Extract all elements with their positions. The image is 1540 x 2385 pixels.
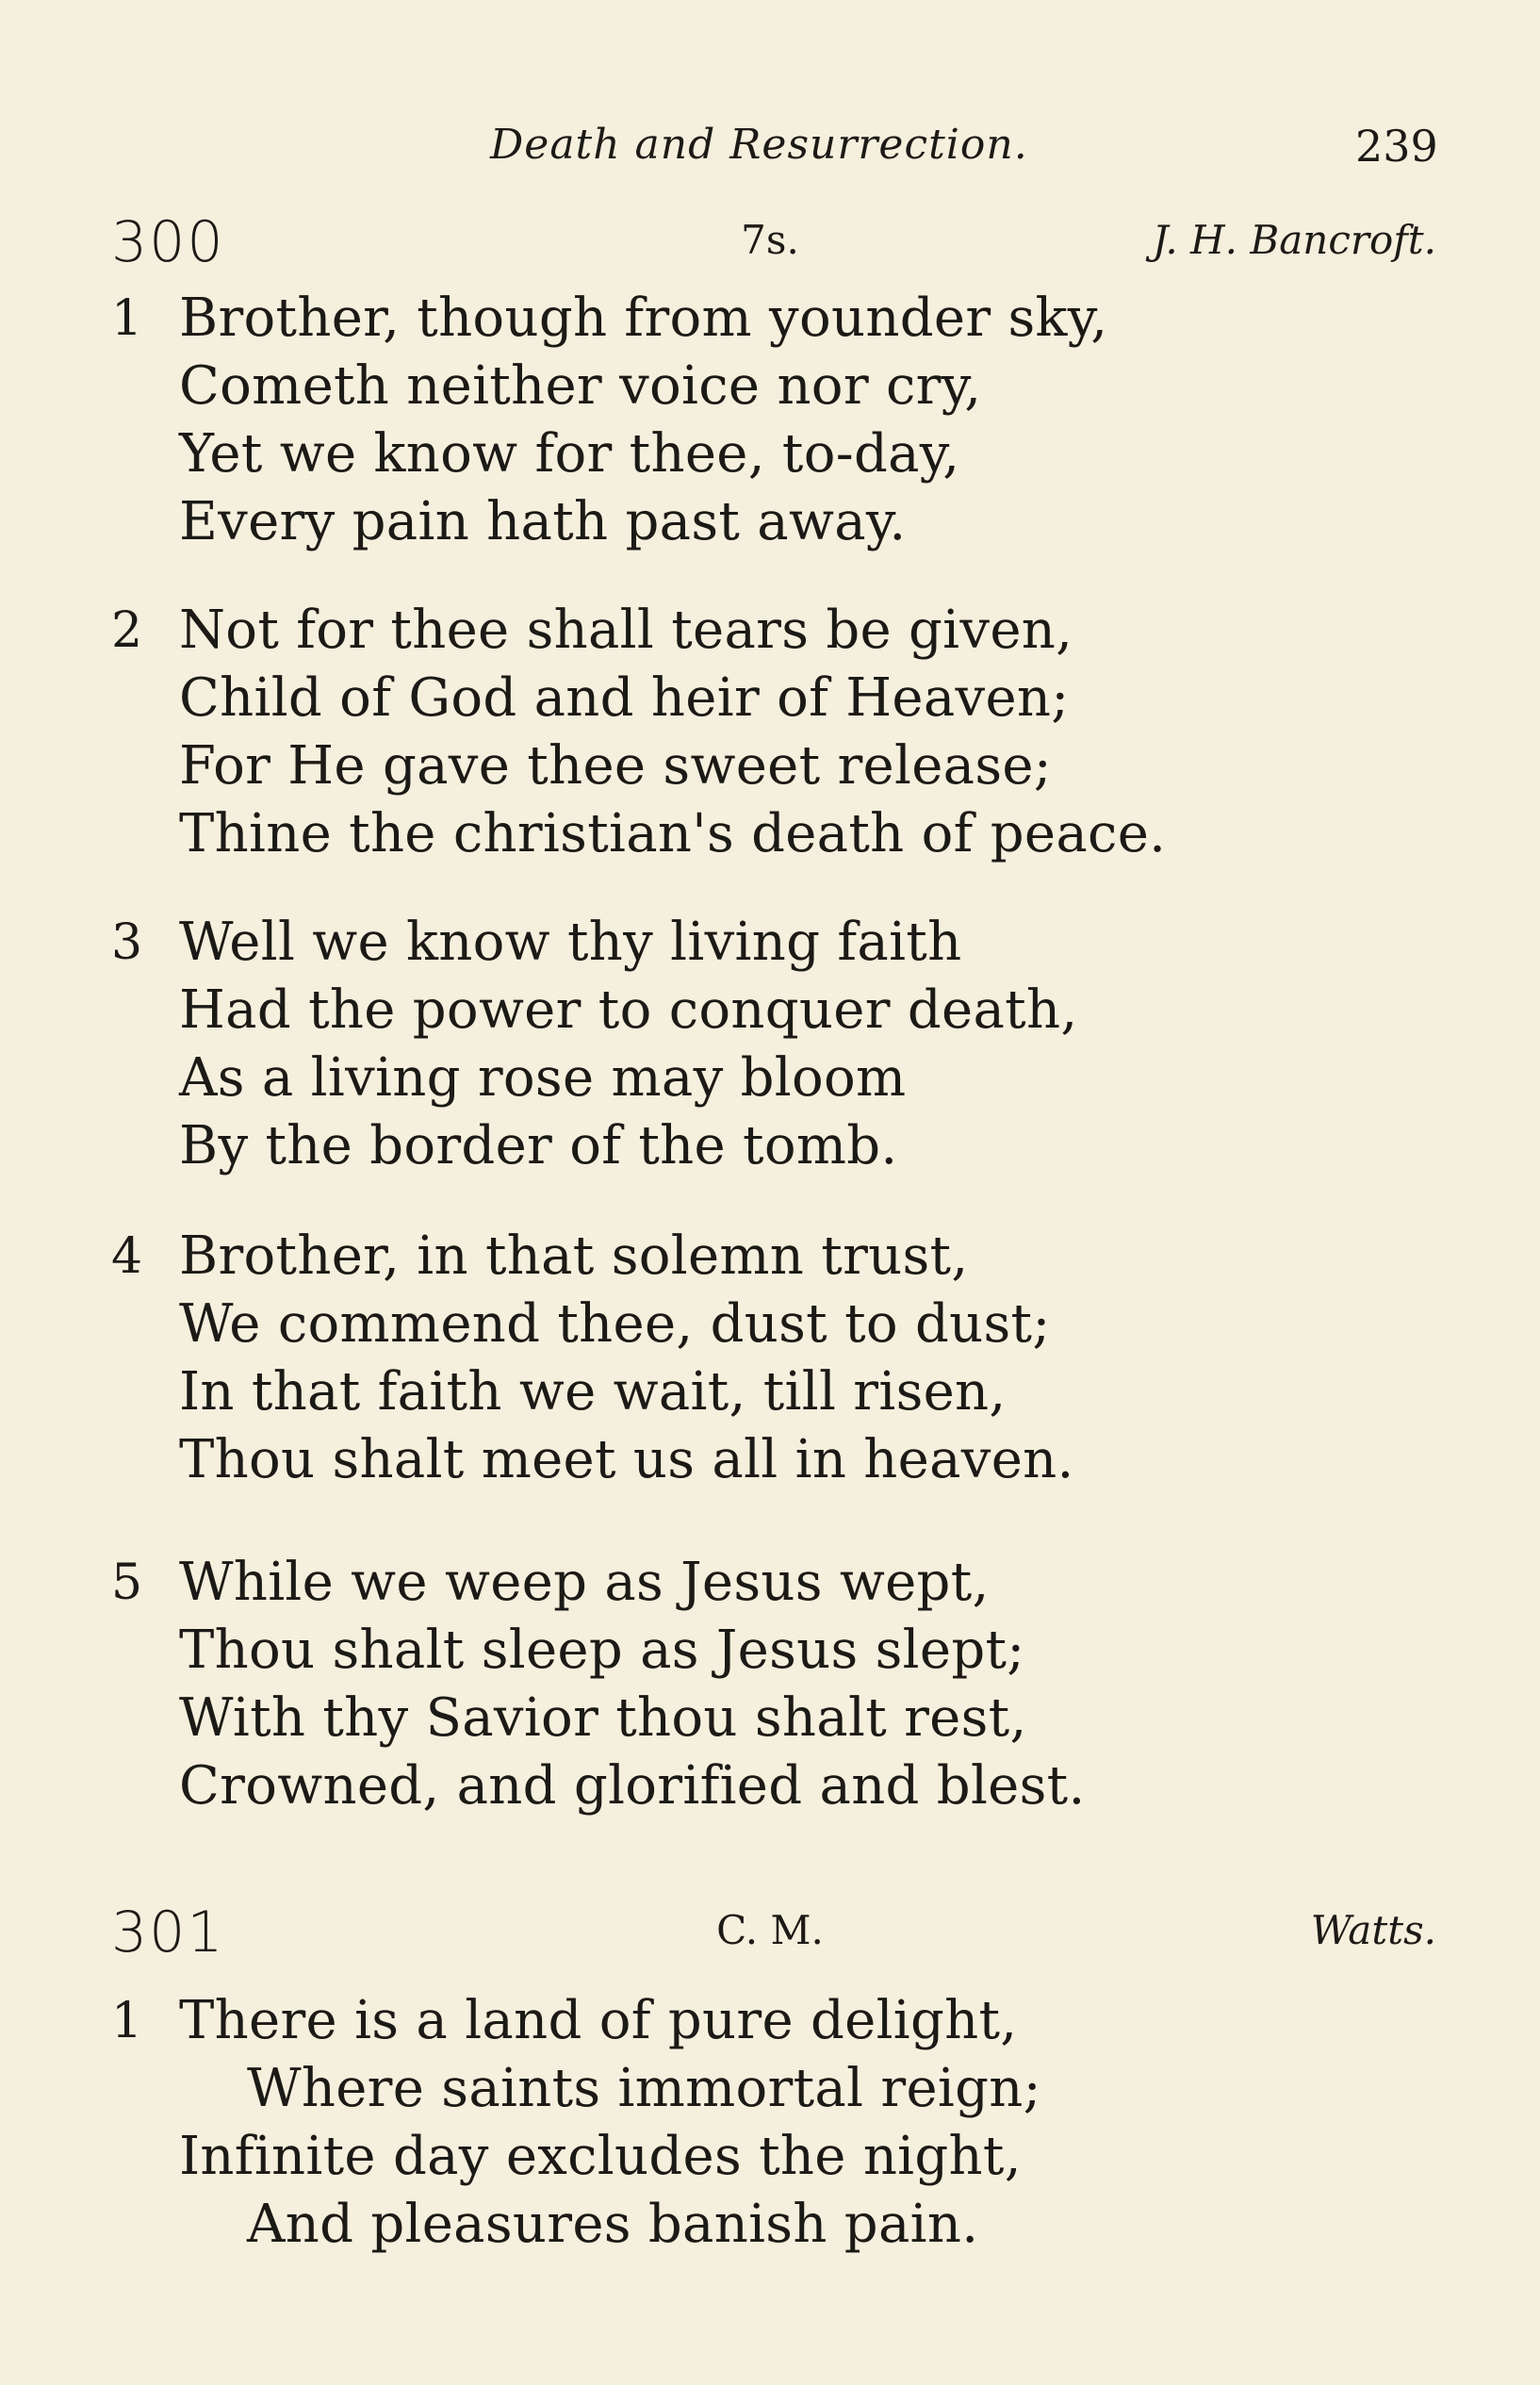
verse-line: By the border of the tomb. <box>179 1115 898 1176</box>
verse-line: Had the power to conquer death, <box>179 979 1078 1041</box>
page-header <box>0 121 1540 177</box>
verse-line: For He gave thee sweet release; <box>179 735 1052 797</box>
verse-line: While we weep as Jesus wept, <box>179 1552 990 1613</box>
verse-number: 5 <box>111 1554 143 1611</box>
verse-line: Every pain hath past away. <box>179 491 907 552</box>
hymn-number: 301 <box>111 1900 225 1966</box>
verse-line: There is a land of pure delight, <box>179 1990 1018 2051</box>
verse-line: Yet we know for thee, to-day, <box>179 423 960 485</box>
verse-number: 4 <box>111 1228 143 1285</box>
verse-number: 2 <box>111 602 143 659</box>
verse-line: Brother, though from younder sky, <box>179 288 1108 349</box>
running-title: Death and Resurrection. <box>490 121 1028 169</box>
verse-line: Not for thee shall tears be given, <box>179 600 1073 661</box>
verse-line: Well we know thy living faith <box>179 912 962 973</box>
verse-line: Thine the christian's death of peace. <box>179 803 1167 864</box>
hymn-author: J. H. Bancroft. <box>1152 217 1436 263</box>
verse-line: We commend thee, dust to dust; <box>179 1293 1051 1355</box>
hymn-author: Watts. <box>1310 1907 1436 1953</box>
verse-line: Infinite day excludes the night, <box>179 2126 1022 2187</box>
verse-line: In that faith we wait, till risen, <box>179 1361 1007 1423</box>
verse-line: And pleasures banish pain. <box>247 2194 979 2255</box>
verse-number: 1 <box>111 1993 143 2049</box>
hymn-meter: C. M. <box>716 1907 824 1953</box>
verse-line: Thou shalt sleep as Jesus slept; <box>179 1620 1025 1681</box>
page-number: 239 <box>1355 121 1438 172</box>
hymn-number: 300 <box>111 209 225 275</box>
verse-line: Brother, in that solemn trust, <box>179 1225 969 1287</box>
verse-line: With thy Savior thou shalt rest, <box>179 1687 1027 1749</box>
verse-line: Child of God and heir of Heaven; <box>179 667 1070 729</box>
hymn-meter: 7s. <box>741 217 799 263</box>
verse-number: 1 <box>111 290 143 347</box>
verse-line: Cometh neither voice nor cry, <box>179 355 982 417</box>
hymn-301-heading <box>0 1900 1540 1975</box>
verse-number: 3 <box>111 914 143 971</box>
verse-line: Where saints immortal reign; <box>247 2058 1041 2119</box>
hymn-300-heading <box>0 209 1540 285</box>
verse-line: As a living rose may bloom <box>179 1047 907 1109</box>
verse-line: Crowned, and glorified and blest. <box>179 1755 1086 1817</box>
verse-line: Thou shalt meet us all in heaven. <box>179 1429 1074 1490</box>
